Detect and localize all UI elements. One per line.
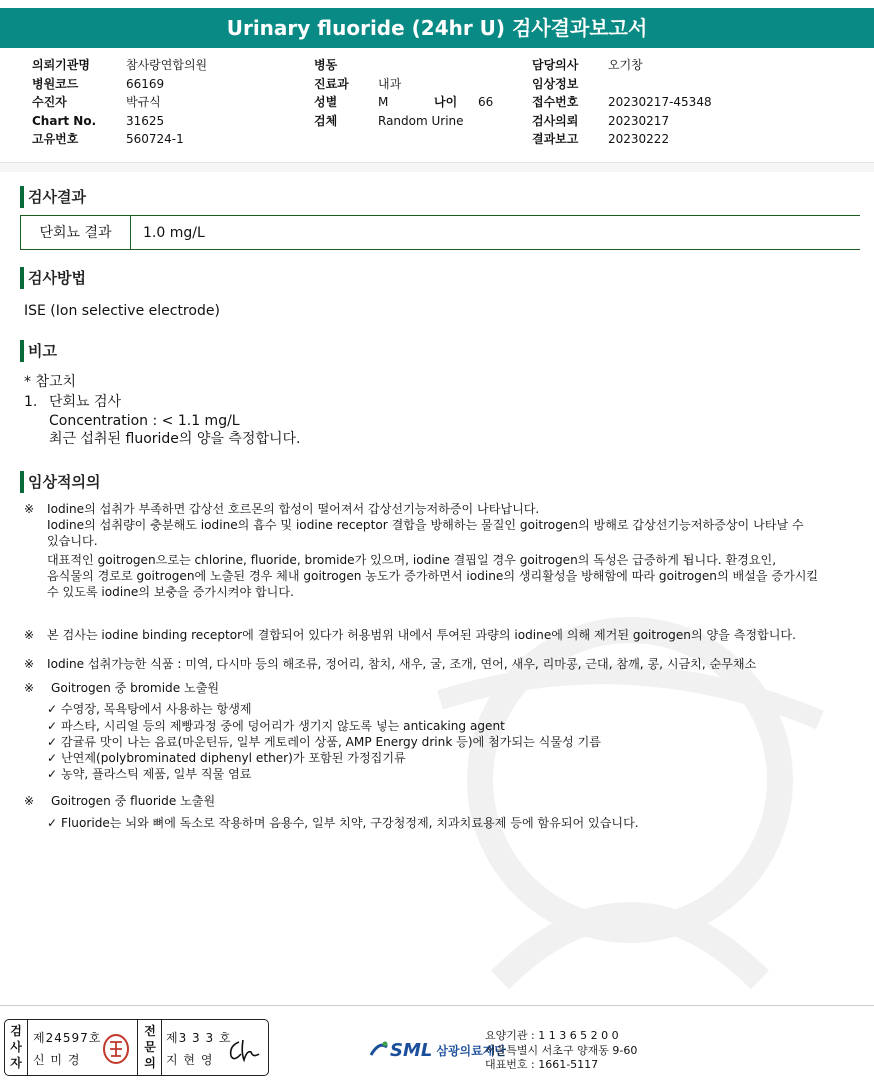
- header-label: 수진자: [32, 95, 67, 109]
- header-col-3: [532, 56, 712, 149]
- report-title: Urinary fluoride (24hr U) 검사결과보고서: [0, 8, 874, 48]
- method-text: ISE (Ion selective electrode): [24, 303, 220, 319]
- clinical-para1-line: 대표적인 goitrogen으로는 chlorine, fluoride, bromide가 있으며, iodine 결핍일 경우 goitrogen의 독성은 급증하게 됩니다. 환경요인,: [47, 553, 777, 567]
- header-value: 66169: [126, 76, 165, 91]
- header-row-report-date: [532, 130, 712, 149]
- header-row-patient: [32, 93, 207, 112]
- header-value: 560724-1: [126, 132, 184, 146]
- result-item-value: 1.0 mg/L: [143, 225, 205, 241]
- remarks-concentration: Concentration : < 1.1 mg/L: [49, 413, 240, 429]
- header-label: 임상정보: [532, 76, 579, 91]
- header-label: 병동: [314, 58, 338, 72]
- specialist-name: 지 현 영: [166, 1053, 214, 1067]
- header-label: 담당의사: [532, 58, 579, 72]
- remarks-item-number: 1.: [24, 394, 38, 410]
- label-char: 전: [144, 1024, 156, 1038]
- reference-mark: ※: [24, 794, 35, 808]
- fluoride-item: ✓ Fluoride는 뇌와 뼈에 독소로 작용하며 음용수, 일부 치약, 구강청정제, 치과치료용제 등에 함유되어 있습니다.: [47, 816, 639, 830]
- result-item-label: 단회뇨 결과: [21, 216, 131, 249]
- separator: [27, 1020, 28, 1075]
- sml-logo-icon: [368, 1039, 390, 1061]
- bromide-item: ✓ 감귤류 맛이 나는 음료(마운틴듀, 일부 게토레이 상품, AMP Energy drink 등)에 첨가되는 식물성 기름: [47, 735, 601, 749]
- header-row-request-date: [532, 112, 712, 131]
- header-row-chart-no: [32, 112, 207, 131]
- footer-divider: [0, 1005, 874, 1006]
- header-value: Random Urine: [378, 113, 464, 128]
- bromide-item: ✓ 수영장, 목욕탕에서 사용하는 항생제: [47, 702, 252, 716]
- clinical-para1-line: 수 있도록 iodine의 보충을 증가시켜야 합니다.: [47, 585, 294, 599]
- clinical-para2: 본 검사는 iodine binding receptor에 결합되어 있다가 허용범위 내에서 투여된 과량의 iodine에 의해 제거된 goitrogen의 양을 측정합니다.: [47, 628, 796, 642]
- specialist-license: 제3 3 3 호: [166, 1031, 232, 1045]
- clinical-para1-line: Iodine의 섭취가 부족하면 갑상선 호르몬의 합성이 떨어져서 갑상선기능저하증이 나타납니다.: [47, 502, 540, 516]
- header-row-receipt-no: [532, 93, 712, 112]
- header-label: Chart No.: [32, 113, 97, 128]
- label-char: 검: [10, 1024, 22, 1038]
- header-label: 병원코드: [32, 76, 79, 91]
- header-value: 20230217: [608, 113, 670, 128]
- inspector-vertical-label: [7, 1023, 25, 1071]
- header-row-institution: [32, 56, 207, 75]
- header-value: 내과: [378, 76, 402, 91]
- phone-number: 대표번호 : 1661-5117: [485, 1058, 599, 1071]
- section-title-clinical: 임상적의의: [20, 471, 100, 493]
- bromide-item: ✓ 파스타, 시리얼 등의 제빵과정 중에 덩어리가 생기지 않도록 넣는 anticaking agent: [47, 719, 505, 733]
- header-divider: [0, 162, 874, 172]
- reference-mark: ※: [24, 502, 35, 516]
- separator: [137, 1020, 138, 1075]
- header-col-2: [314, 56, 493, 130]
- bromide-item: ✓ 농약, 플라스틱 제품, 일부 직물 염료: [47, 767, 252, 781]
- clinical-para3: Iodine 섭취가능한 식품 : 미역, 다시마 등의 해조류, 정어리, 참치, 새우, 굴, 조개, 연어, 새우, 리마콩, 근대, 참깨, 콩, 시금치, 순무채소: [47, 657, 757, 671]
- header-value: 20230222: [608, 132, 670, 146]
- header-row-hospital-code: [32, 75, 207, 94]
- foundation-name: 삼광의료재단: [436, 1043, 506, 1058]
- sml-logo-text: SML: [390, 1039, 433, 1061]
- care-institution-number: 요양기관 : 1 1 3 6 5 2 0 0: [485, 1029, 619, 1042]
- header-label: 의뢰기관명: [32, 58, 90, 72]
- remarks-item-title: 단회뇨 검사: [49, 394, 122, 410]
- bromide-title: Goitrogen 중 bromide 노출원: [51, 681, 220, 695]
- header-row-specimen: [314, 112, 493, 131]
- reference-mark: ※: [24, 628, 35, 642]
- header-value: 박규식: [126, 95, 161, 109]
- header-row-doctor: [532, 56, 712, 75]
- clinical-para1-line: 있습니다.: [47, 534, 98, 548]
- header-row-ward: [314, 56, 493, 75]
- label-char: 사: [10, 1040, 22, 1054]
- header-label: 결과보고: [532, 132, 579, 146]
- section-title-method: 검사방법: [20, 267, 86, 289]
- header-row-sex-age: [314, 93, 493, 112]
- result-table: [20, 215, 860, 250]
- header-value: 31625: [126, 113, 165, 128]
- inspector-license: 제24597호: [33, 1031, 102, 1045]
- header-label-age: 나이: [434, 95, 458, 109]
- header-value-age: 66: [478, 95, 494, 109]
- inspector-name: 신 미 경: [33, 1053, 81, 1067]
- header-label: 검사의뢰: [532, 113, 579, 128]
- clinical-para1-line: 음식물의 경로로 goitrogen에 노출된 경우 체내 goitrogen 농도가 증가하면서 iodine의 생리활성을 방해함에 따라 goitrogen의 배설을 증가시킬: [47, 569, 819, 583]
- seal-stamp-icon: [101, 1032, 131, 1066]
- reference-mark: ※: [24, 681, 35, 695]
- header-value: 20230217-45348: [608, 95, 712, 109]
- clinical-para1-line: Iodine의 섭취량이 충분해도 iodine의 흡수 및 iodine receptor 결합을 방해하는 물질인 goitrogen의 방해로 갑상선기능저하증상이 나타날 수: [47, 518, 804, 532]
- header-label: 고유번호: [32, 132, 79, 146]
- header-row-clinical-info: [532, 75, 712, 94]
- header-row-unique-no: [32, 130, 207, 149]
- header-label: 진료과: [314, 76, 349, 91]
- remarks-reference-title: * 참고치: [24, 374, 77, 390]
- header-label: 성별: [314, 95, 338, 109]
- specialist-vertical-label: [141, 1023, 159, 1071]
- header-row-dept: [314, 75, 493, 94]
- fluoride-title: Goitrogen 중 fluoride 노출원: [51, 794, 216, 808]
- header-col-1: [32, 56, 207, 149]
- label-char: 문: [144, 1040, 156, 1054]
- header-label: 접수번호: [532, 95, 579, 109]
- header-value: 오기창: [608, 58, 643, 72]
- section-title-remarks: 비고: [20, 340, 57, 362]
- reference-mark: ※: [24, 657, 35, 671]
- address: 서울특별시 서초구 양재동 9-60: [485, 1043, 638, 1057]
- bromide-item: ✓ 난연제(polybrominated diphenyl ether)가 포함된 가정집기류: [47, 751, 406, 765]
- signature-box: [4, 1019, 269, 1076]
- header-label: 검체: [314, 113, 338, 128]
- header-value: 참사랑연합의원: [126, 58, 208, 72]
- signature-icon: [225, 1036, 263, 1064]
- header-value: M: [378, 95, 389, 109]
- section-title-result: 검사결과: [20, 186, 86, 208]
- remarks-note: 최근 섭취된 fluoride의 양을 측정합니다.: [49, 431, 301, 447]
- separator: [161, 1020, 162, 1075]
- label-char: 자: [10, 1056, 22, 1070]
- label-char: 의: [144, 1056, 156, 1070]
- footer-contact: [485, 1029, 637, 1073]
